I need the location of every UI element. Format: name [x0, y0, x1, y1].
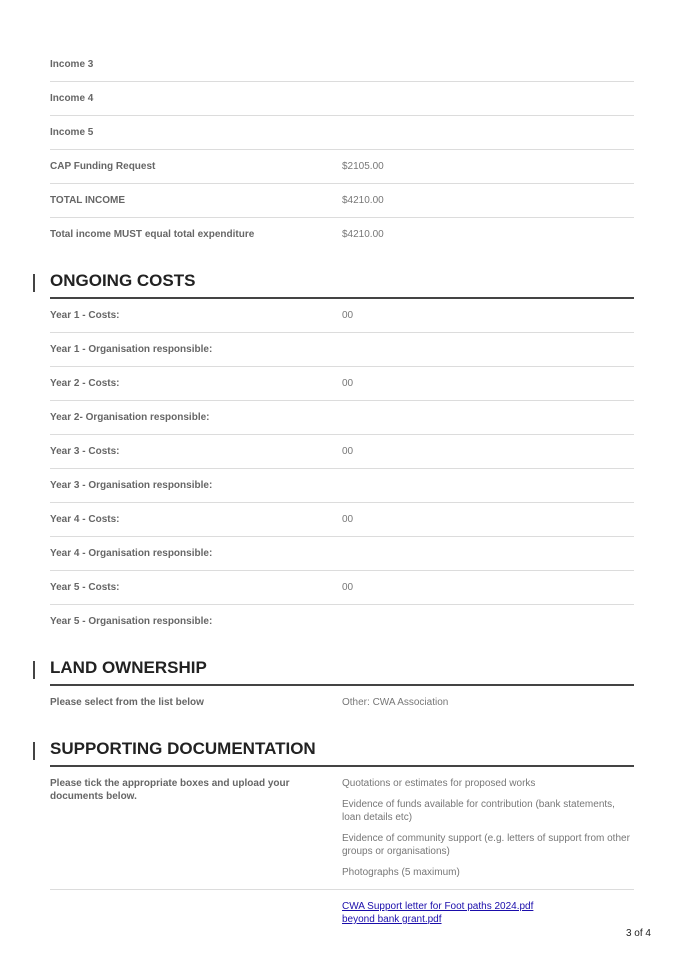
- file-link[interactable]: beyond bank grant.pdf: [342, 914, 442, 925]
- section-title: LAND OWNERSHIP: [50, 658, 634, 686]
- row-label: Year 4 - Costs:: [50, 514, 120, 525]
- table-row: [50, 401, 634, 435]
- option-item: Evidence of funds available for contribution (bank statements, loan details etc): [342, 799, 615, 823]
- page-number: 3 of 4: [625, 928, 651, 939]
- section-marker: [33, 274, 35, 292]
- row-value: 00: [342, 310, 354, 321]
- row-label: Year 2 - Costs:: [50, 378, 120, 389]
- section-title: ONGOING COSTS: [50, 271, 634, 299]
- row-label: Year 5 - Organisation responsible:: [50, 616, 213, 627]
- section-title: SUPPORTING DOCUMENTATION: [50, 739, 634, 767]
- row-label: Year 1 - Organisation responsible:: [50, 344, 213, 355]
- row-label: CAP Funding Request: [50, 161, 156, 172]
- row-label: Year 5 - Costs:: [50, 582, 120, 593]
- table-row: [50, 605, 634, 638]
- row-label: Year 2- Organisation responsible:: [50, 412, 210, 423]
- option-item: Evidence of community support (e.g. letters of support from other groups or organisations): [342, 833, 630, 857]
- supporting-documentation-section: [50, 739, 634, 926]
- row-label: Income 5: [50, 127, 94, 138]
- ongoing-costs-section: [50, 271, 634, 638]
- row-label: Year 4 - Organisation responsible:: [50, 548, 213, 559]
- table-row: [50, 367, 634, 401]
- option-item: Quotations or estimates for proposed works: [342, 778, 536, 789]
- row-value: 00: [342, 514, 354, 525]
- table-row: [50, 686, 634, 719]
- row-label: Year 1 - Costs:: [50, 310, 120, 321]
- table-row: [50, 48, 634, 82]
- table-row: [50, 537, 634, 571]
- row-value: $2105.00: [342, 161, 384, 172]
- uploaded-files: [342, 890, 634, 926]
- row-label: Total income MUST equal total expenditure: [50, 229, 255, 240]
- option-item: Photographs (5 maximum): [342, 867, 460, 878]
- table-row: [50, 333, 634, 367]
- row-label: TOTAL INCOME: [50, 195, 125, 206]
- row-value: $4210.00: [342, 229, 384, 240]
- row-label: Income 4: [50, 93, 94, 104]
- table-row: [50, 503, 634, 537]
- row-label: Please select from the list below: [50, 697, 204, 708]
- table-row: [50, 571, 634, 605]
- documentation-options: [342, 777, 634, 879]
- income-table: [50, 48, 634, 251]
- land-ownership-section: [50, 658, 634, 719]
- table-row: [50, 116, 634, 150]
- table-row: [50, 82, 634, 116]
- section-marker: [33, 661, 35, 679]
- row-value: Other: CWA Association: [342, 697, 449, 708]
- row-value: 00: [342, 582, 354, 593]
- table-row: [50, 150, 634, 184]
- row-label: Year 3 - Organisation responsible:: [50, 480, 213, 491]
- row-label: Income 3: [50, 59, 94, 70]
- documentation-row: [50, 767, 634, 890]
- section-marker: [33, 742, 35, 760]
- file-link[interactable]: CWA Support letter for Foot paths 2024.pdf: [342, 901, 534, 912]
- table-row: [50, 435, 634, 469]
- table-row: [50, 218, 634, 251]
- form-content: [50, 48, 634, 926]
- table-row: [50, 184, 634, 218]
- row-value: 00: [342, 446, 354, 457]
- row-label: Year 3 - Costs:: [50, 446, 120, 457]
- row-label: Please tick the appropriate boxes and upload your documents below.: [50, 778, 290, 802]
- row-value: 00: [342, 378, 354, 389]
- row-value: $4210.00: [342, 195, 384, 206]
- table-row: [50, 299, 634, 333]
- table-row: [50, 469, 634, 503]
